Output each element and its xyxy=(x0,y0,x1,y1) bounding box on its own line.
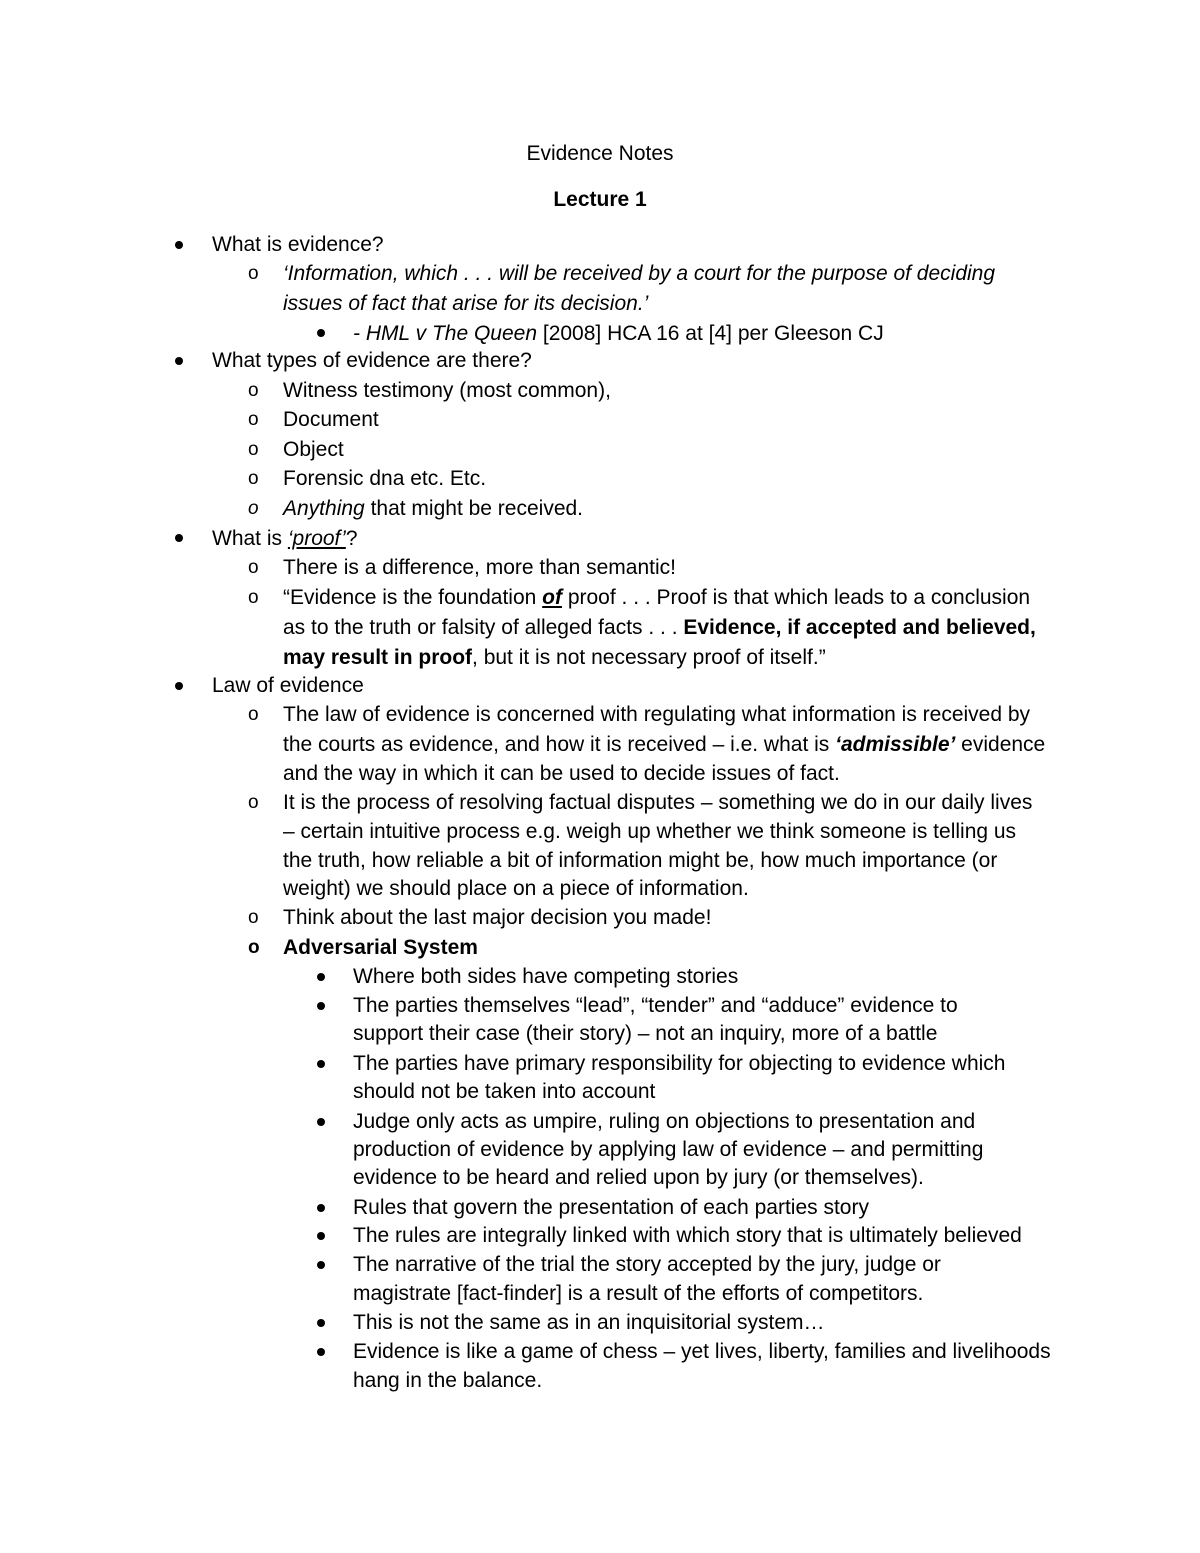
adversarial-point: The rules are integrally linked with which story that is ultimately believed xyxy=(353,1224,1022,1247)
paragraph-line: The law of evidence is concerned with regulating what information is received by xyxy=(283,703,1031,726)
adversarial-point: This is not the same as in an inquisitorial system… xyxy=(353,1311,825,1334)
bullet-dot xyxy=(317,1232,325,1240)
bullet-circle: o xyxy=(248,380,259,401)
document-title: Evidence Notes xyxy=(526,142,674,165)
paragraph-line: – certain intuitive process e.g. weigh up whether we think someone is telling us xyxy=(283,820,1017,843)
citation-details: [2008] HCA 16 at [4] per Gleeson CJ xyxy=(537,322,884,345)
paragraph-line: It is the process of resolving factual disputes – something we do in our daily lives xyxy=(283,791,1033,814)
question-mark: ? xyxy=(345,527,358,550)
citation-dash: - xyxy=(353,322,366,345)
quote-text: , but it is not necessary proof of itself.” xyxy=(472,646,826,669)
adversarial-point: Where both sides have competing stories xyxy=(353,965,739,988)
anything-emphasis: Anything xyxy=(283,497,365,520)
list-item: Document xyxy=(283,408,379,431)
bullet-circle: o xyxy=(248,704,259,725)
bullet-circle: o xyxy=(248,792,259,813)
bullet-dot xyxy=(317,1060,325,1068)
adversarial-point: The parties have primary responsibility for objecting to evidence which xyxy=(353,1052,1006,1075)
proof-term: ‘proof’ xyxy=(287,527,346,550)
adversarial-point: Rules that govern the presentation of each parties story xyxy=(353,1196,869,1219)
list-item: Forensic dna etc. Etc. xyxy=(283,467,487,490)
bullet-dot xyxy=(317,329,325,337)
list-item: Witness testimony (most common), xyxy=(283,379,611,402)
adversarial-point: support their case (their story) – not an inquiry, more of a battle xyxy=(353,1022,938,1045)
bullet-dot xyxy=(317,1319,325,1327)
bullet-circle: o xyxy=(248,557,259,578)
bullet-dot xyxy=(175,682,183,690)
adversarial-point: should not be taken into account xyxy=(353,1080,656,1103)
paragraph-text: evidence xyxy=(955,733,1046,756)
quote-text: as to the truth or falsity of alleged facts . . . xyxy=(283,616,684,639)
question-types-of-evidence: What types of evidence are there? xyxy=(212,349,532,372)
question-what-is-evidence: What is evidence? xyxy=(212,233,384,256)
case-citation xyxy=(353,319,884,349)
paragraph-line xyxy=(283,730,1045,760)
adversarial-point: evidence to be heard and relied upon by jury (or themselves). xyxy=(353,1166,924,1189)
bullet-dot xyxy=(317,1348,325,1356)
quote-line-2: issues of fact that arise for its decision.’ xyxy=(283,292,649,315)
proof-quote-line-1 xyxy=(283,583,1030,613)
paragraph-line: the truth, how reliable a bit of information might be, how much importance (or xyxy=(283,849,998,872)
paragraph-line: weight) we should place on a piece of information. xyxy=(283,877,749,900)
question-prefix: What is xyxy=(212,527,288,550)
adversarial-point: hang in the balance. xyxy=(353,1369,543,1392)
lecture-heading: Lecture 1 xyxy=(553,188,647,211)
bullet-circle: o xyxy=(248,498,259,519)
quote-text: proof . . . Proof is that which leads to a conclusion xyxy=(562,586,1031,609)
bullet-dot xyxy=(317,1204,325,1212)
proof-quote-line-2 xyxy=(283,613,1036,643)
bullet-circle: o xyxy=(248,263,259,284)
adversarial-point: The narrative of the trial the story accepted by the jury, judge or xyxy=(353,1253,941,1276)
case-name: HML v The Queen xyxy=(365,322,538,345)
adversarial-point: production of evidence by applying law of evidence – and permitting xyxy=(353,1138,984,1161)
adversarial-point: Evidence is like a game of chess – yet lives, liberty, families and livelihoods xyxy=(353,1340,1051,1363)
admissible-emphasis: ‘admissible’ xyxy=(835,733,956,756)
bullet-circle: o xyxy=(248,439,259,460)
bullet-dot xyxy=(317,1261,325,1269)
bullet-dot xyxy=(317,973,325,981)
bullet-circle: o xyxy=(248,409,259,430)
bullet-circle: o xyxy=(248,468,259,489)
proof-quote-line-3 xyxy=(283,643,826,673)
bullet-circle: o xyxy=(248,937,260,958)
list-item xyxy=(283,494,583,524)
quote-line-1: ‘Information, which . . . will be received by a court for the purpose of deciding xyxy=(283,262,996,285)
paragraph-line: and the way in which it can be used to decide issues of fact. xyxy=(283,762,840,785)
question-what-is-proof xyxy=(212,524,358,554)
paragraph-text: the courts as evidence, and how it is received – i.e. what is xyxy=(283,733,836,756)
list-item: There is a difference, more than semantic! xyxy=(283,556,676,579)
list-item: Object xyxy=(283,438,344,461)
quote-bold-text: Evidence, if accepted and believed, xyxy=(683,616,1036,639)
heading-law-of-evidence: Law of evidence xyxy=(212,674,364,697)
bullet-circle: o xyxy=(248,587,259,608)
adversarial-point: The parties themselves “lead”, “tender” and “adduce” evidence to xyxy=(353,994,958,1017)
adversarial-point: Judge only acts as umpire, ruling on objections to presentation and xyxy=(353,1110,976,1133)
bullet-dot xyxy=(175,357,183,365)
bullet-circle: o xyxy=(248,907,259,928)
quote-bold-text: may result in proof xyxy=(283,646,473,669)
quote-text: “Evidence is the foundation xyxy=(283,586,543,609)
bullet-dot xyxy=(175,241,183,249)
paragraph-line: Think about the last major decision you made! xyxy=(283,906,712,929)
of-emphasis: of xyxy=(542,586,562,609)
list-item-text: that might be received. xyxy=(364,497,584,520)
bullet-dot xyxy=(175,534,183,542)
adversarial-system-heading: Adversarial System xyxy=(283,936,478,959)
adversarial-point: magistrate [fact-finder] is a result of the efforts of competitors. xyxy=(353,1282,924,1305)
bullet-dot xyxy=(317,1002,325,1010)
bullet-dot xyxy=(317,1118,325,1126)
